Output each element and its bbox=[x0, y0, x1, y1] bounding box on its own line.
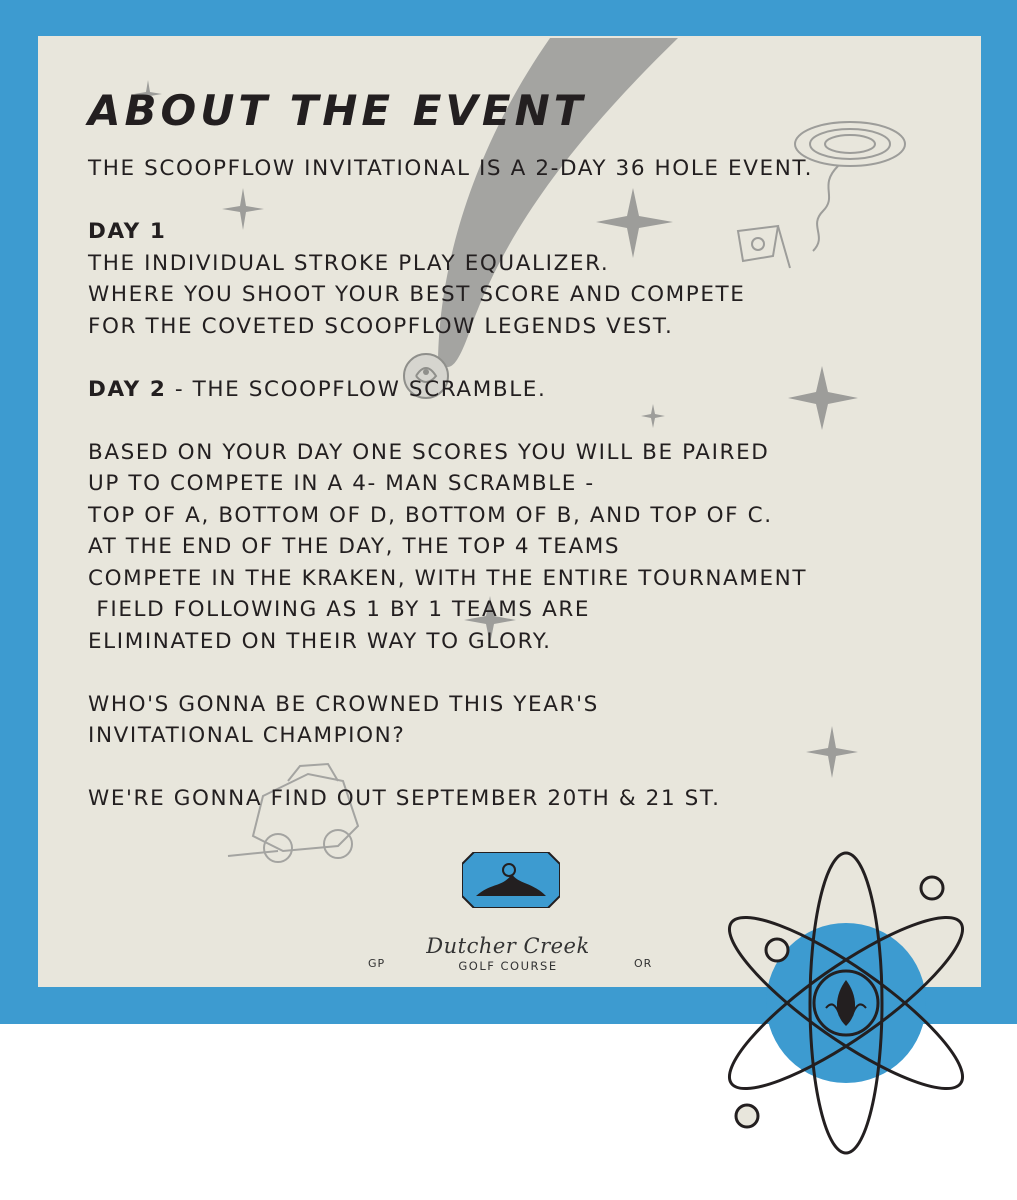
page-title: ABOUT THE EVENT bbox=[88, 86, 587, 135]
day1-line: FOR THE COVETED SCOOPFLOW LEGENDS VEST. bbox=[88, 313, 674, 339]
day2-line bbox=[88, 374, 968, 406]
day2-text: - THE SCOOPFLOW SCRAMBLE. bbox=[166, 376, 547, 402]
scramble-line: FIELD FOLLOWING AS 1 BY 1 TEAMS ARE bbox=[88, 597, 591, 622]
emblem-badge-icon bbox=[462, 852, 560, 908]
scramble-line: BASED ON YOUR DAY ONE SCORES YOU WILL BE PAIRED bbox=[88, 439, 770, 465]
atom-kraken-icon bbox=[700, 848, 990, 1178]
question-line: INVITATIONAL CHAMPION? bbox=[88, 723, 406, 748]
right-initials: OR bbox=[634, 957, 653, 970]
scramble-line: TOP OF A, BOTTOM OF D, BOTTOM OF B, AND TOP OF C. bbox=[88, 502, 773, 528]
left-initials: GP bbox=[368, 957, 386, 970]
day1-line: WHERE YOU SHOOT YOUR BEST SCORE AND COMPETE bbox=[88, 282, 746, 307]
course-subtitle: GOLF COURSE bbox=[458, 959, 558, 973]
closing-line: WE'RE GONNA FIND OUT SEPTEMBER 20TH & 21 ST. bbox=[88, 786, 721, 811]
scramble-line: ELIMINATED ON THEIR WAY TO GLORY. bbox=[88, 628, 552, 654]
scramble-line: COMPETE IN THE KRAKEN, WITH THE ENTIRE TOURNAMENT bbox=[88, 565, 808, 591]
intro-line: THE SCOOPFLOW INVITATIONAL IS A 2-DAY 36 HOLE EVENT. bbox=[88, 156, 813, 181]
day2-label: DAY 2 bbox=[88, 376, 167, 402]
scramble-line: AT THE END OF THE DAY, THE TOP 4 TEAMS bbox=[88, 534, 621, 559]
course-logo bbox=[418, 934, 598, 974]
event-description bbox=[88, 153, 968, 815]
day1-label: DAY 1 bbox=[88, 219, 167, 244]
content-panel bbox=[38, 36, 981, 987]
course-name: Dutcher Creek bbox=[426, 934, 590, 958]
day1-line: THE INDIVIDUAL STROKE PLAY EQUALIZER. bbox=[88, 250, 610, 276]
question-line: WHO'S GONNA BE CROWNED THIS YEAR'S bbox=[88, 691, 599, 717]
scramble-line: UP TO COMPETE IN A 4- MAN SCRAMBLE - bbox=[88, 471, 595, 496]
